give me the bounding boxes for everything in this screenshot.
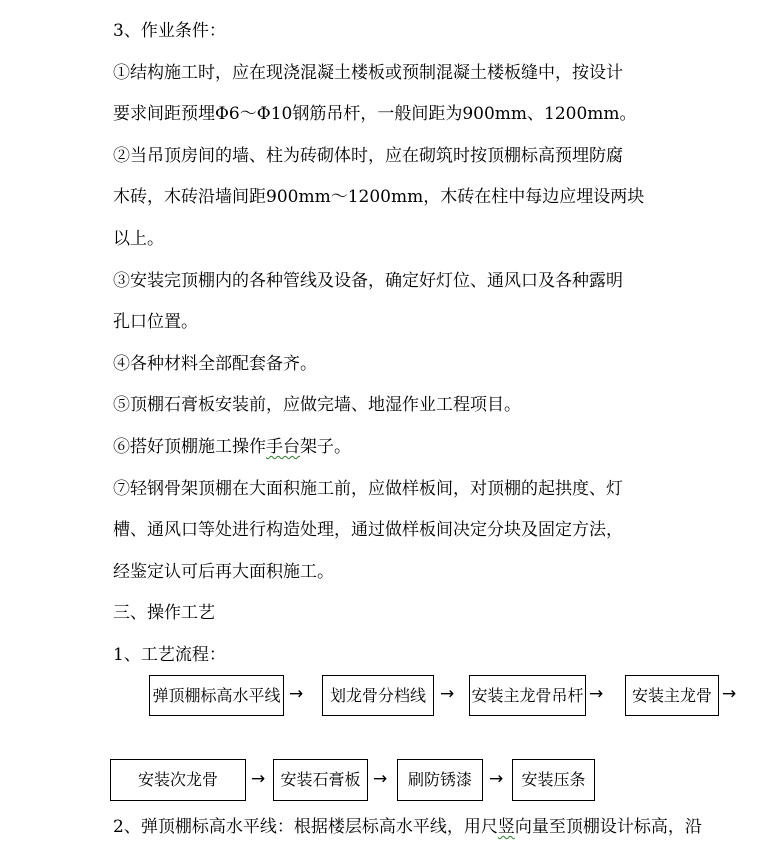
flow-arrow-icon: → [289,684,304,704]
flow-arrow-icon: → [722,684,737,704]
section-heading-process: 三、操作工艺 [113,603,215,623]
text-segment: 架子。 [300,437,351,457]
flow-step-2: 划龙骨分档线 [322,675,434,716]
paragraph-line: 槽、通风口等处进行构造处理，通过做样板间决定分块及固定方法， [113,520,623,540]
text-segment: 向量至顶棚设计标高，沿 [514,817,702,837]
flow-step-6: 安装石膏板 [273,759,368,801]
section-heading-conditions: 3、作业条件： [113,21,226,41]
flow-step-4: 安装主龙骨 [625,675,719,716]
spellcheck-marked-text: 手台 [266,437,300,457]
spellcheck-marked-text: 竖 [497,817,515,837]
paragraph-line: ⑤顶棚石膏板安装前，应做完墙、地湿作业工程项目。 [113,395,521,415]
paragraph-line: ⑦轻钢骨架顶棚在大面积施工前，应做样板间，对顶棚的起拱度、灯 [113,479,623,499]
flow-arrow-icon: → [373,769,388,789]
flow-step-5: 安装次龙骨 [110,759,246,801]
paragraph-line: 要求间距预埋Φ6～Φ10钢筋吊杆，一般间距为900mm、1200mm。 [113,104,637,124]
flow-arrow-icon: → [589,684,604,704]
paragraph-line: ④各种材料全部配套备齐。 [113,354,317,374]
text-segment: 2、弹顶棚标高水平线：根据楼层标高水平线，用尺 [113,817,498,837]
paragraph-line: ③安装完顶棚内的各种管线及设备，确定好灯位、通风口及各种露明 [113,271,623,291]
paragraph-line: 木砖，木砖沿墙间距900mm～1200mm，木砖在柱中每边应埋设两块 [113,187,645,207]
paragraph-line: 以上。 [113,229,164,249]
flow-arrow-icon: → [251,769,266,789]
paragraph-line: ②当吊顶房间的墙、柱为砖砌体时，应在砌筑时按顶棚标高预埋防腐 [113,146,623,166]
flow-arrow-icon: → [440,684,455,704]
flow-step-3: 安装主龙骨吊杆 [469,675,586,716]
subheading-flow: 1、工艺流程： [113,645,226,665]
flow-step-8: 安装压条 [512,759,595,801]
paragraph-line: 孔口位置。 [113,312,198,332]
flow-step-7: 刷防锈漆 [397,759,483,801]
paragraph-line-scaffold [113,436,351,458]
flow-step-1: 弹顶棚标高水平线 [149,675,284,716]
paragraph-line: ①结构施工时，应在现浇混凝土楼板或预制混凝土楼板缝中，按设计 [113,63,623,83]
flow-arrow-icon: → [489,769,504,789]
text-segment: ⑥搭好顶棚施工操作 [113,437,266,457]
paragraph-line-baseline [113,816,702,838]
paragraph-line: 经鉴定认可后再大面积施工。 [113,562,334,582]
